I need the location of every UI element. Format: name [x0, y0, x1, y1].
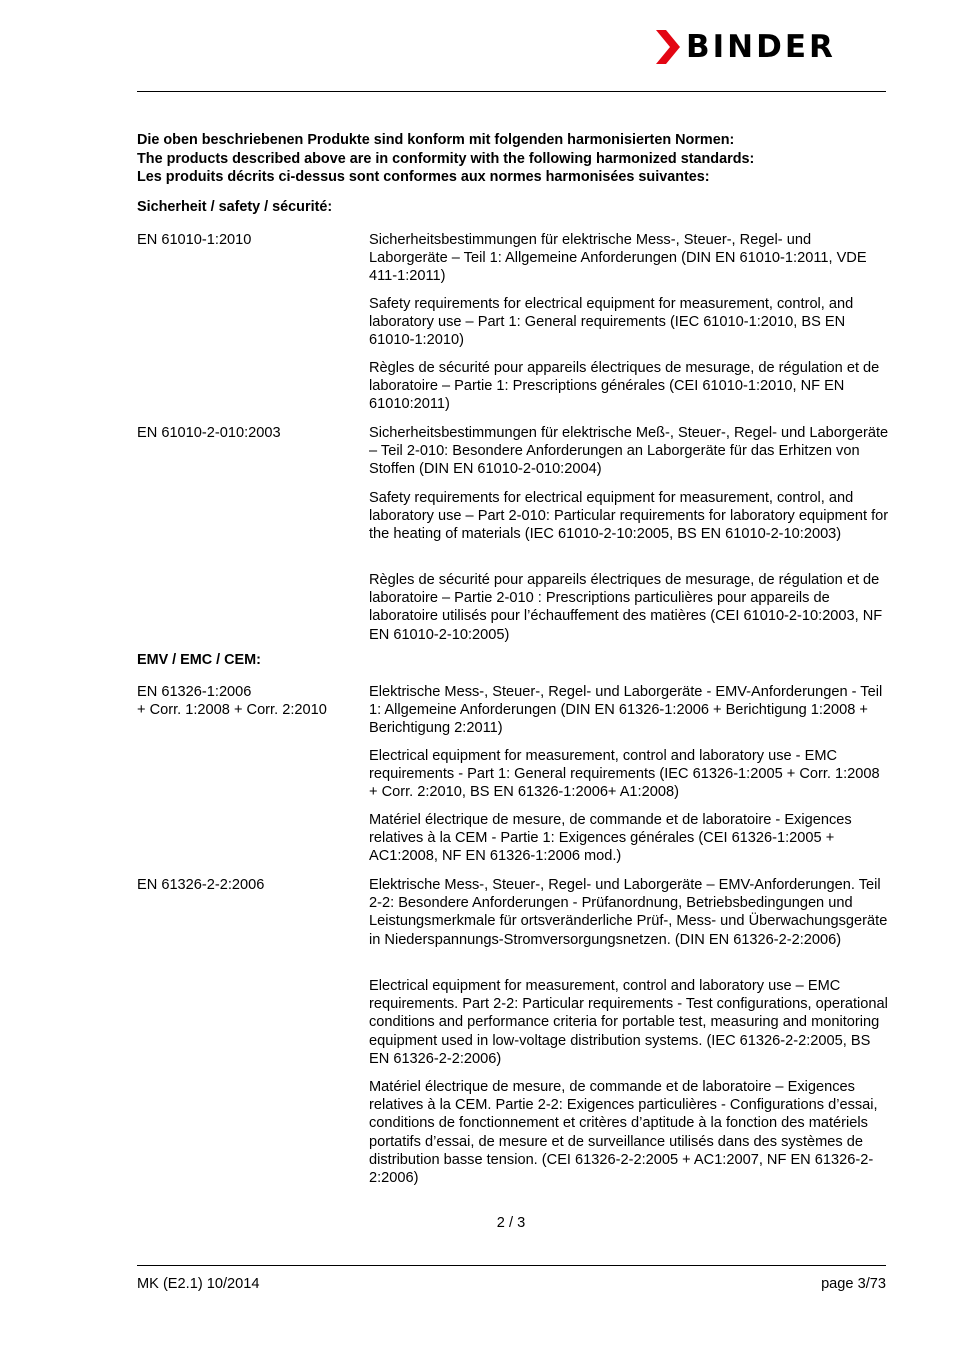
- standard-description-fr: Matériel électrique de mesure, de commande et de laboratoire – Exigences relatives à la CEM. Partie 2-2: Exigences particulières - Configurations d’essai, conditions de fonctionnement et critères d’aptitude à la fonction des matériels portatifs d’essai, de mesure et de surveillance utilisés dans des systèmes de distribution basse tension. (CEI 61326-2-2:2005 + AC1:2007, NF EN 61326-2-2:2006): [369, 1079, 878, 1187]
- footer-page-number: page 3/73: [821, 1276, 886, 1292]
- standard-code-line: EN 61326-1:2006: [137, 684, 252, 700]
- standard-code: EN 61326-2-2:2006: [137, 877, 265, 893]
- standard-description-de: Sicherheitsbestimmungen für elektrische Meß-, Steuer-, Regel- und Laborgeräte – Teil 2-010: Besondere Anforderungen an Laborgeräte für das Erhitzen von Stoffen (DIN EN 61010-2-010:2004): [369, 425, 889, 478]
- intro-block: [137, 131, 886, 187]
- standard-code-line: + Corr. 1:2008 + Corr. 2:2010: [137, 702, 327, 719]
- logo-text: BINDER: [686, 29, 836, 65]
- standard-description-fr: Règles de sécurité pour appareils électriques de mesurage, de régulation et de laboratoire – Partie 2-010 : Prescriptions particulières pour appareils de laboratoire utilisés pour l’échauffement des matières (CEI 61010-2-10:2003, NF EN 61010-2-10:2005): [369, 572, 883, 643]
- standard-description-fr: Règles de sécurité pour appareils électriques de mesurage, de régulation et de laboratoire – Partie 1: Prescriptions générales (CEI 61010-1:2010, NF EN 61010:2011): [369, 360, 880, 413]
- standard-description-en: Electrical equipment for measurement, control and laboratory use – EMC requirements. Part 2-2: Particular requirements - Test configurations, operational conditions and performance criteria for portable test, measuring and monitoring equipment used in low-voltage distribution systems. (IEC 61326-2-2:2005, BS EN 61326-2-2:2006): [369, 978, 888, 1067]
- header-rule: [137, 91, 886, 92]
- intro-line-fr: Les produits décrits ci-dessus sont conformes aux normes harmonisées suivantes:: [137, 169, 710, 185]
- standard-code: [137, 683, 362, 719]
- binder-logo: [656, 30, 836, 64]
- footer-rule: [137, 1265, 886, 1266]
- standard-code: EN 61010-2-010:2003: [137, 425, 281, 441]
- standard-description-en: Safety requirements for electrical equipment for measurement, control, and laboratory use – Part 2-010: Particular requirements for laboratory equipment for the heating of materials (IEC 61010-2-10:2005, BS EN 61010-2-10:2003): [369, 490, 889, 543]
- standard-code: EN 61010-1:2010: [137, 232, 252, 248]
- standard-description-en: Electrical equipment for measurement, control and laboratory use - EMC requirements - Part 1: General requirements (IEC 61326-1:2005 + Corr. 1:2008 + Corr. 2:2010, BS EN 61326-1:2006+ A1:2008): [369, 748, 880, 801]
- standard-description-de: Elektrische Mess-, Steuer-, Regel- und Laborgeräte – EMV-Anforderungen. Teil 2-2: Besondere Anforderungen - Prüfanordnung, Betriebsbedingungen und Leistungsmerkmale für ortsveränderliche Prüf-, Mess- und Überwachungsgeräte in Niederspannungs-Stromversorgungsnetzen. (DIN EN 61326-2-2:2006): [369, 877, 888, 948]
- standard-description-de: Sicherheitsbestimmungen für elektrische Mess-, Steuer-, Regel- und Laborgeräte – Teil 1: Allgemeine Anforderungen (DIN EN 61010-1:2011, VDE 411-1:2011): [369, 232, 867, 285]
- standard-description-fr: Matériel électrique de mesure, de commande et de laboratoire - Exigences relatives à la CEM - Partie 1: Exigences générales (CEI 61326-1:2005 + AC1:2008, NF EN 61326-1:2006 mod.): [369, 812, 852, 865]
- intro-line-en: The products described above are in conformity with the following harmonized standards:: [137, 150, 755, 167]
- intro-line-de: Die oben beschriebenen Produkte sind konform mit folgenden harmonisierten Normen:: [137, 132, 735, 148]
- binder-logo-mark-icon: [656, 30, 682, 64]
- page-indicator: 2 / 3: [496, 1215, 526, 1231]
- safety-heading: Sicherheit / safety / sécurité:: [137, 199, 333, 215]
- standard-description-en: Safety requirements for electrical equipment for measurement, control, and laboratory use – Part 1: General requirements (IEC 61010-1:2010, BS EN 61010-1:2010): [369, 296, 854, 349]
- standard-description-de: Elektrische Mess-, Steuer-, Regel- und Laborgeräte - EMV-Anforderungen - Teil 1: Allgemeine Anforderungen (DIN EN 61326-1:2006 + Berichtigung 1:2008 + Berichtigung 2:2011): [369, 684, 883, 737]
- footer-document-id: MK (E2.1) 10/2014: [137, 1276, 260, 1292]
- emc-heading: EMV / EMC / CEM:: [137, 652, 261, 668]
